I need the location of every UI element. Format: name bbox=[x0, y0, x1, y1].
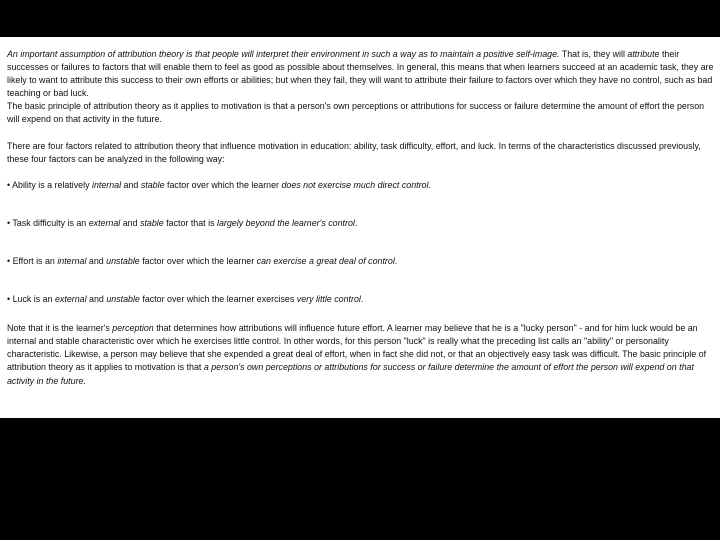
bullet-text: • Luck is an bbox=[7, 294, 55, 305]
body-text: Note that it is the learner's bbox=[7, 323, 113, 334]
body-text: that determines how attributions will influence future effort. A learner may believe that he is a "lucky person" - and for him luck would be an internal and stable characteristic over which he exercises little control. In other words, for this person "luck" is really what the preceding list calls an "ability" or personality characteristic. Likewise, a person may believe that she expended a great deal of effort, when in fact she did not, or that an objectively easy task was difficult. The basic principle of attribution theory as it applies to motivation is that bbox=[7, 323, 707, 373]
bullet-text: • Ability is a relatively bbox=[7, 179, 92, 190]
paragraph-four-factors: There are four factors related to attribution theory that influence motivation in education: ability, task difficulty, effort, and luck. In terms of the characteristics discussed previously, these four factors can be analyzed in the following way: bbox=[7, 140, 701, 164]
bullet-text: factor over which the learner exercises bbox=[139, 294, 297, 305]
emphasis-text: does not exercise much direct control bbox=[281, 179, 429, 190]
body-text: their successes or failures to factors that will enable them to feel as good as possible about themselves. In general, this means that when learners succeed at an academic task, they are likely to want to attribute this success to their own efforts or abilities; but when they fail, they will want to attribute their failure to factors over which they have no control, such as bad teaching or bad luck. bbox=[7, 49, 714, 99]
emphasis-text: a person's own perceptions or attributions for success or failure determine the amount of effort the person will expend on that activity in the future. bbox=[7, 362, 694, 386]
bullet-text: . bbox=[428, 179, 431, 190]
emphasis-text: external bbox=[55, 294, 87, 305]
emphasis-text: can exercise a great deal of control bbox=[256, 255, 395, 266]
paragraph-perception-note bbox=[7, 322, 714, 387]
bullet-text: • Effort is an bbox=[7, 255, 58, 266]
emphasis-text: very little control bbox=[296, 294, 361, 305]
bullet-text: and bbox=[86, 294, 107, 305]
bullet-effort bbox=[7, 255, 714, 268]
bullet-text: and bbox=[121, 179, 141, 190]
emphasis-text: largely beyond the learner's control bbox=[217, 217, 355, 228]
emphasis-text: An important assumption of attribution theory is that people will interpret their environment in such a way as to maintain a positive self-image. bbox=[7, 49, 560, 59]
emphasis-text: external bbox=[88, 217, 121, 228]
paragraph-basic-principle: The basic principle of attribution theory as it applies to motivation is that a person's own perceptions or attributions for success or failure determine the amount of effort the person will expend on that activity in the future. bbox=[7, 101, 705, 125]
bullet-text: factor over which the learner bbox=[139, 255, 257, 266]
emphasis-text: perception bbox=[112, 323, 154, 334]
emphasis-text: unstable bbox=[106, 294, 140, 305]
emphasis-text: internal bbox=[91, 179, 122, 190]
slide-content bbox=[0, 37, 720, 418]
bullet-text: factor that is bbox=[163, 217, 217, 228]
paragraph-self-image bbox=[7, 48, 714, 100]
bullet-luck bbox=[7, 293, 714, 306]
emphasis-text: unstable bbox=[106, 255, 140, 266]
emphasis-text: stable bbox=[140, 217, 164, 228]
bullet-text: • Task difficulty is an bbox=[7, 217, 89, 228]
bullet-text: and bbox=[86, 255, 107, 266]
bullet-text: . bbox=[360, 294, 364, 305]
bullet-text: and bbox=[120, 217, 141, 228]
bullet-text: factor over which the learner bbox=[164, 179, 282, 190]
emphasis-text: internal bbox=[57, 255, 87, 266]
emphasis-text: attribute bbox=[627, 49, 660, 59]
bullet-ability bbox=[7, 179, 714, 192]
bullet-text: . bbox=[354, 217, 358, 228]
bullet-text: . bbox=[394, 255, 398, 266]
body-text: That is, they will bbox=[559, 49, 628, 59]
bullet-task-difficulty bbox=[7, 217, 714, 230]
emphasis-text: stable bbox=[140, 179, 165, 190]
